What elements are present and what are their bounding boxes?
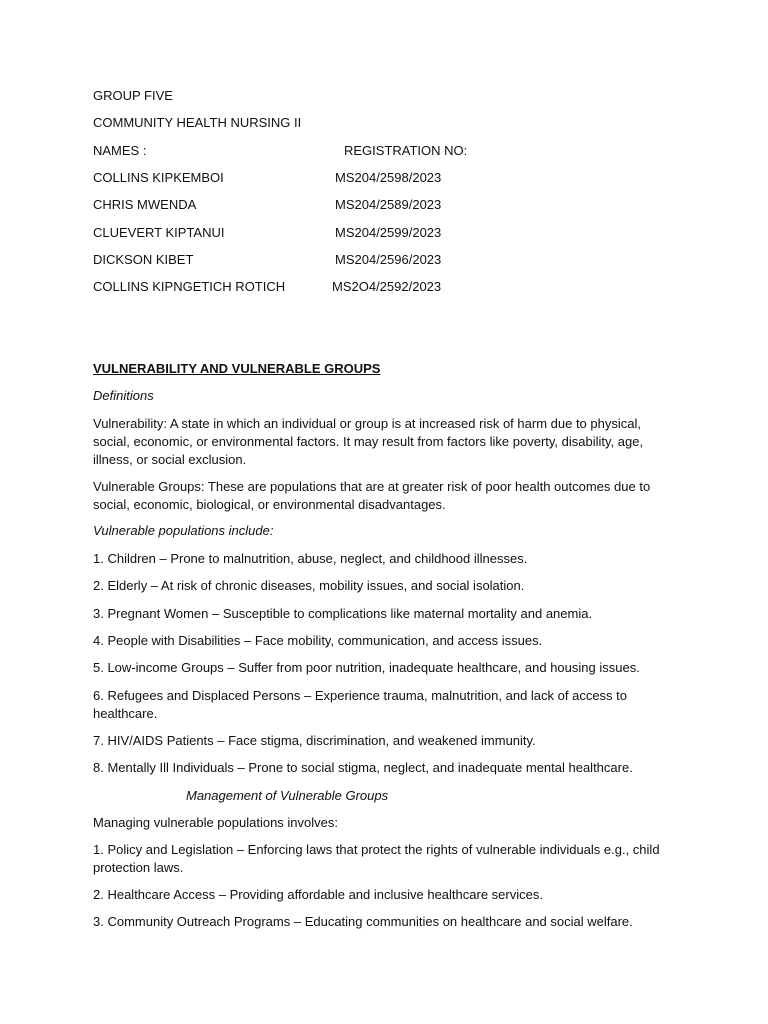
management-item: 3. Community Outreach Programs – Educating communities on healthcare and social welfare.	[93, 914, 633, 929]
population-item: 8. Mentally Ill Individuals – Prone to social stigma, neglect, and inadequate mental healthcare.	[93, 760, 633, 775]
member-name: COLLINS KIPKEMBOI	[93, 170, 224, 185]
member-name: CHRIS MWENDA	[93, 197, 197, 212]
population-item: 7. HIV/AIDS Patients – Face stigma, discrimination, and weakened immunity.	[93, 733, 536, 748]
course-title: COMMUNITY HEALTH NURSING II	[93, 115, 302, 130]
member-reg: MS204/2589/2023	[335, 197, 442, 212]
section-title: VULNERABILITY AND VULNERABLE GROUPS	[93, 361, 381, 376]
member-reg: MS204/2599/2023	[335, 225, 442, 240]
vulnerability-definition: Vulnerability: A state in which an individual or group is at increased risk of harm due to physical, social, economic, or environmental factors. It may result from factors like poverty, disability, age, illness, or social exclusion.	[93, 416, 644, 467]
populations-heading: Vulnerable populations include:	[93, 523, 274, 538]
member-name: CLUEVERT KIPTANUI	[93, 225, 225, 240]
population-item: 1. Children – Prone to malnutrition, abuse, neglect, and childhood illnesses.	[93, 551, 528, 566]
population-item: 5. Low-income Groups – Suffer from poor nutrition, inadequate healthcare, and housing issues.	[93, 660, 640, 675]
management-item: 1. Policy and Legislation – Enforcing laws that protect the rights of vulnerable individuals e.g., child protection laws.	[93, 842, 660, 875]
names-label: NAMES :	[93, 143, 147, 158]
management-heading: Management of Vulnerable Groups	[186, 788, 389, 803]
member-reg: MS2O4/2592/2023	[332, 279, 442, 294]
registration-label: REGISTRATION NO:	[344, 143, 468, 158]
group-title: GROUP FIVE	[93, 88, 173, 103]
population-item: 6. Refugees and Displaced Persons – Experience trauma, malnutrition, and lack of access to healthcare.	[93, 688, 628, 721]
management-intro: Managing vulnerable populations involves:	[93, 815, 338, 830]
member-name: DICKSON KIBET	[93, 252, 194, 267]
population-item: 3. Pregnant Women – Susceptible to complications like maternal mortality and anemia.	[93, 606, 593, 621]
vulnerable-groups-definition: Vulnerable Groups: These are populations that are at greater risk of poor health outcomes due to social, economic, biological, or environmental disadvantages.	[93, 479, 651, 512]
management-item: 2. Healthcare Access – Providing affordable and inclusive healthcare services.	[93, 887, 543, 902]
population-item: 2. Elderly – At risk of chronic diseases, mobility issues, and social isolation.	[93, 578, 525, 593]
population-item: 4. People with Disabilities – Face mobility, communication, and access issues.	[93, 633, 543, 648]
member-name: COLLINS KIPNGETICH ROTICH	[93, 279, 286, 294]
member-reg: MS204/2596/2023	[335, 252, 442, 267]
definitions-heading: Definitions	[93, 388, 154, 403]
member-reg: MS204/2598/2023	[335, 170, 442, 185]
